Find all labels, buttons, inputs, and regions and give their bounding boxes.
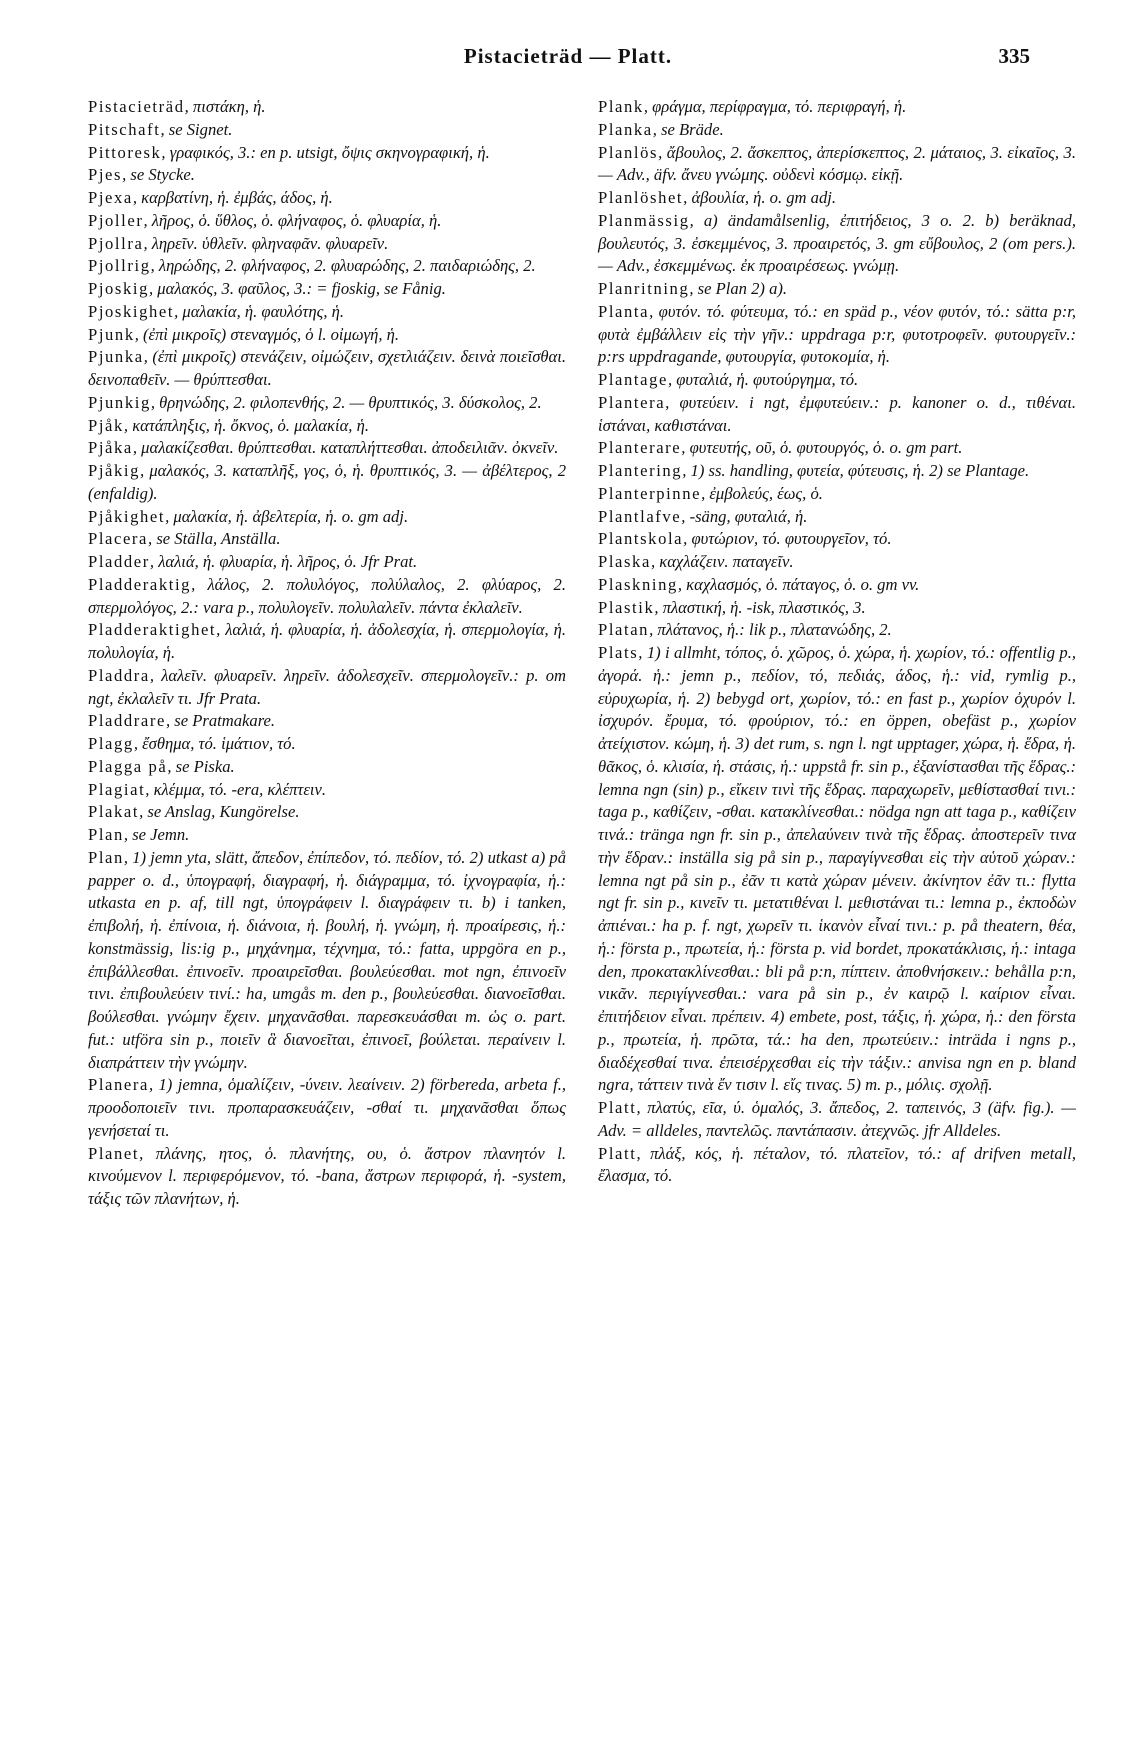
entry-definition: , λαλεῖν. φλυαρεῖν. ληρεῖν. ἀδολεσχεῖν. σπερμολογεῖν.: p. om ngt, ἐκλαλεῖν τι. Jfr Prata.: [88, 665, 566, 708]
entry-headword: Pistacieträd: [88, 97, 185, 116]
dictionary-entry: [598, 392, 1076, 438]
entry-definition: , κλέμμα, τό. -era, κλέπτειν.: [145, 779, 327, 799]
entry-headword: Pitschaft: [88, 119, 161, 139]
entry-headword: Pjollra: [88, 233, 144, 253]
entry-definition: , λάλος, 2. πολυλόγος, πολύλαλος, 2. φλύαρος, 2. σπερμολόγος, 2.: vara p., πολυλογεῖν. πολυλαλεῖν. πάντα ἐκλαλεῖν.: [88, 574, 566, 617]
entry-definition: , -säng, φυταλιά, ἡ.: [681, 506, 808, 526]
entry-definition: , 1) jemna, ὁμαλίζειν, -ύνειν. λεαίνειν. 2) förbereda, arbeta f., προοδοποιεῖν τινι. προπαρασκευάζειν, -σθαί τι. μηχανᾶσθαι ὅπως γενήσεταί τι.: [88, 1075, 566, 1140]
entry-definition: , (ἐπὶ μικροῖς) στενάζειν, οἰμώζειν, σχετλιάζειν. δεινὰ ποιεῖσθαι. δεινοπαθεῖν. — θρύπτεσθαι.: [88, 347, 566, 389]
entry-headword: Planlös: [598, 142, 659, 162]
dictionary-entry: [598, 278, 1076, 301]
entry-headword: Plantering: [598, 461, 683, 480]
dictionary-entry: [598, 528, 1076, 551]
entry-definition: , λῆρος, ὁ. ὕθλος, ὁ. φλήναφος, ὁ. φλυαρία, ἡ.: [143, 210, 442, 230]
dictionary-entry: [88, 415, 566, 438]
page-number: 335: [998, 44, 1030, 68]
dictionary-entry: [598, 483, 1076, 506]
entry-definition: , πλάνης, ητος, ὁ. πλανήτης, ου, ὁ. ἄστρον πλανητόν l. κινούμενον l. περιφερόμενον, τό. -bana, ἄστρων περιφορά, ἡ. -system, τάξις τῶν πλανήτων, ἡ.: [88, 1143, 566, 1208]
entry-headword: Pladdrare: [88, 711, 166, 731]
dictionary-entry: [598, 210, 1076, 278]
dictionary-entry: [88, 278, 566, 301]
entry-definition: , πλάξ, κός, ἡ. πέταλον, τό. πλατεῖον, τό.: af drifven metall, ἔλασμα, τό.: [598, 1143, 1076, 1186]
dictionary-entry: [88, 164, 566, 187]
entry-definition: , se Pratmakare.: [165, 711, 276, 731]
entry-headword: Pjollrig: [88, 256, 151, 276]
dictionary-entry: [88, 392, 566, 415]
entry-headword: Planta: [598, 301, 650, 321]
dictionary-entry: [88, 346, 566, 392]
entry-definition: , se Jemn.: [123, 825, 190, 844]
entry-headword: Pjunka: [88, 347, 144, 367]
entry-definition: , φυτευτής, οῦ, ὁ. φυτουργός, ὁ. o. gm part.: [681, 438, 963, 458]
dictionary-entry: [88, 437, 566, 460]
entry-definition: , ἔσθημα, τό. ἱμάτιον, τό.: [133, 734, 296, 753]
dictionary-entry: [88, 665, 566, 711]
entry-definition: , πλάτανος, ἡ.: lik p., πλατανώδης, 2.: [649, 620, 892, 640]
dictionary-entry: [88, 301, 566, 324]
entry-headword: Planlöshet: [598, 188, 684, 207]
entry-definition: , μαλακίζεσθαι. θρύπτεσθαι. καταπλήττεσθαι. ἀποδειλιᾶν. ὀκνεῖν.: [132, 438, 559, 458]
entry-headword: Platt: [598, 1098, 637, 1117]
dictionary-entry: [598, 597, 1076, 620]
entry-headword: Pladder: [88, 552, 150, 571]
entry-headword: Placera: [88, 529, 149, 549]
entry-headword: Planterare: [598, 438, 682, 458]
dictionary-entry: [598, 119, 1076, 142]
entry-definition: , se Ställa, Anställa.: [148, 529, 281, 549]
entry-headword: Pjes: [88, 165, 123, 185]
dictionary-entry: [598, 619, 1076, 642]
entry-headword: Plats: [598, 643, 639, 662]
dictionary-entry: [88, 1143, 566, 1211]
dictionary-entry: [88, 574, 566, 620]
entry-definition: , καχλάζειν. παταγεῖν.: [650, 552, 794, 571]
entry-definition: , φυταλιά, ἡ. φυτούργημα, τό.: [667, 370, 859, 389]
dictionary-entry: [598, 437, 1076, 460]
entry-headword: Plan: [88, 847, 124, 867]
entry-headword: Pjoskighet: [88, 301, 175, 321]
entry-headword: Pjexa: [88, 188, 133, 207]
entry-definition: , ἐμβολεύς, έως, ὁ.: [701, 483, 823, 503]
entry-headword: Planera: [88, 1075, 149, 1095]
dictionary-entry: [598, 1097, 1076, 1143]
dictionary-entry: [598, 551, 1076, 574]
entry-headword: Pladderaktig: [88, 574, 192, 594]
entry-definition: , ἄβουλος, 2. ἄσκεπτος, ἀπερίσκεπτος, 2. μάταιος, 3. εἰκαῖος, 3. — Adv., äfv. ἄνευ γνώμης. οὐδενὶ κόσμῳ. εἰκῇ.: [598, 142, 1076, 185]
entry-headword: Planritning: [598, 279, 690, 298]
entry-definition: , 1) jemn yta, slätt, ἄπεδον, ἐπίπεδον, τό. πεδίον, τό. 2) utkast a) på papper o. d., ὑπογραφή, διαγραφή, ἡ. διάγραμμα, τό. ἰχνογραφία, ἡ.: utkasta en p. af, till ngt, ὑπογράφειν l. διαγράφειν τι. b) i tanken, ἐπιβολή, ἡ. ἐπίνοια, ἡ. διάνοια, ἡ. βουλή, ἡ. γνώμη, ἡ. προαίρεσις, ἡ.: konstmässig, lis:ig p., μηχάνημα, τέχνημα, τό.: fatta, uppgöra en p., ἐπιβάλλεσθαι. ἐπινοεῖν. προαιρεῖσθαι. βουλεύεσθαι. mot ngn, ἐπινοεῖν τινι. ἐπιβουλεύειν τινί.: ha, umgås m. den p., βουλεύεσθαι. διανοεῖσθαι. βούλεσθαι. γνώμην ἔχειν. μηχανᾶσθαι. παρεσκευάσθαι m. ὡς o. part. fut.: utföra sin p., ποιεῖν ἃ διανοεῖται, ἐπινοεῖ, βούλεται. περαίνειν l. διαπράττειν τὴν γνώμην.: [88, 847, 566, 1072]
entry-headword: Plantlafve: [598, 506, 682, 526]
entry-headword: Plantera: [598, 392, 666, 412]
entry-definition: , πλαστική, ἡ. -isk, πλαστικός, 3.: [654, 597, 866, 617]
entry-definition: , se Bräde.: [652, 119, 724, 139]
entry-headword: Planmässig: [598, 210, 690, 230]
entry-headword: Plagg: [88, 734, 134, 753]
dictionary-entry: [88, 824, 566, 847]
entry-headword: Pladderaktighet: [88, 620, 217, 640]
entry-headword: Plantage: [598, 370, 668, 389]
page-header: [0, 44, 1136, 74]
entry-headword: Pjunkig: [88, 392, 151, 412]
entry-definition: , φυτόν. τό. φύτευμα, τό.: en späd p., νέον φυτόν, τό.: sätta p:r, φυτὰ ἐμβάλλειν εἰς τὴν γῆν.: uppdraga p:r, φυτοτροφεῖν. φυτουργεῖν.: p:rs uppdragande, φυτουργία, φυτοκομία, ἡ.: [598, 301, 1076, 367]
dictionary-entry: [598, 642, 1076, 1097]
dictionary-entry: [598, 1143, 1076, 1189]
entry-headword: Pladdra: [88, 665, 150, 685]
entry-definition: , λαλιά, ἡ. φλυαρία, ἡ. λῆρος, ὁ. Jfr Prat.: [149, 552, 418, 571]
dictionary-entry: [598, 187, 1076, 210]
entry-definition: , φυτεύειν. i ngt, ἐμφυτεύειν.: p. kanoner o. d., τιθέναι. ἱστάναι, καθιστάναι.: [598, 392, 1076, 435]
dictionary-entry: [88, 119, 566, 142]
entry-definition: , se Piska.: [167, 756, 235, 776]
dictionary-entry: [88, 801, 566, 824]
entry-headword: Planet: [88, 1143, 140, 1163]
entry-headword: Plaska: [598, 552, 651, 571]
dictionary-entry: [88, 96, 566, 119]
entry-headword: Pjunk: [88, 324, 135, 344]
entry-headword: Plastik: [598, 597, 655, 617]
entry-headword: Pjoskig: [88, 279, 149, 298]
entry-definition: , 1) i allmht, τόπος, ὁ. χῶρος, ὁ. χώρα, ἡ. χωρίον, τό.: offentlig p., ἀγορά. ἡ.: jemn p., πεδίον, τό, πεδιάς, άδος, ἡ.: vid, rymlig p., εὐρυχωρία, ἡ. 2) bebygd ort, χωρίον, τό.: en fast p., χωρίον ὀχυρόν l. ἰσχυρόν. ἔρυμα, τό. φρούριον, τό.: en öppen, obefäst p., χωρίον ἀτείχιστον. κώμη, ἡ. 3) det rum, s. ngn l. ngt upptager, χώρα, ἡ. ἕδρα, ἡ. θᾶκος, ὁ. κλισία, ἡ. στάσις, ἡ.: uppstå fr. sin p., ἐξανίστασθαι τῆς ἕδρας.: lemna ngn (sin) p., εἴκειν τινὶ τῆς ἕδρας. παραχωρεῖν, μεθίστασθαί τινι.: taga p., καθίζειν, -σθαι. κατακλίνεσθαι.: nödga ngn att taga p., καθίζειν τινά.: tränga ngn fr. sin p., ἀπελαύνειν τινὰ τῆς ἕδρας. ἀποστερεῖν τινα τὴν ἕδραν.: inställa sig på sin p., παραγίγνεσθαι εἰς τὴν αὑτοῦ χώραν.: lemna ngt på sin p., ἐᾶν τι κατὰ χώραν μένειν. ἀκίνητον ἐᾶν τι.: flytta ngt fr. sin p., κινεῖν τι. μετατιθέναι l. μεθιστάναι τι.: lemna p., ἐκποδὼν ἀπιέναι.: ha p. f. ngt, χωρεῖν τι. ἱκανὸν εἶναί τινι.: p. på theatern, θέα, ἡ.: första p., πρωτεία, ἡ.: första p. vid bordet, προκατάκλισις, ἡ.: intaga den, προκατακλίνεσθαι.: bli på p:n, πίπτειν. ἀποθνήσκειν.: behålla p:n, νικᾶν. περιγίγνεσθαι.: vara på sin p., ἐν καιρῷ l. καίριον εἶναι. ἐπιτήδειον εἶναι. πρέπειν. 4) embete, post, τάξις, ἡ. χώρα, ἡ.: den första p., πρωτεία, ἡ. πρῶτα, τά.: ha den, πρωτεύειν.: inträda i ngns p., διαδέχεσθαί τινα. ἐπεισέρχεσθαι εἰς τὴν τάξιν.: anvisa ngn en p. bland ngra, τάττειν τινὰ ἔν τισιν l. εἴς τινας. 5) m. p., μόλις. σχολῇ.: [598, 643, 1076, 1095]
entry-headword: Pjåkighet: [88, 506, 166, 526]
dictionary-entry: [88, 779, 566, 802]
entry-headword: Plan: [88, 825, 124, 844]
entry-headword: Plaskning: [598, 574, 678, 594]
entry-definition: , πλατύς, εῖα, ύ. ὁμαλός, 3. ἄπεδος, 2. ταπεινός, 3 (äfv. fig.). — Adv. = alldeles, παντελῶς. παντάπασιν. ἀτεχνῶς. jfr Alldeles.: [598, 1098, 1076, 1140]
dictionary-entry: [88, 142, 566, 165]
entry-headword: Planka: [598, 119, 653, 139]
entry-definition: , φυτώριον, τό. φυτουργεῖον, τό.: [683, 529, 892, 549]
right-column: [598, 96, 1076, 1188]
entry-definition: , se Plan 2) a).: [689, 279, 788, 298]
entry-headword: Plank: [598, 97, 644, 116]
entry-headword: Platan: [598, 620, 650, 640]
entry-headword: Pjåkig: [88, 461, 141, 480]
dictionary-entry: [88, 187, 566, 210]
dictionary-entry: [88, 210, 566, 233]
dictionary-entry: [598, 574, 1076, 597]
dictionary-entry: [88, 255, 566, 278]
dictionary-entry: [598, 142, 1076, 188]
entry-definition: , a) ändamålsenlig, ἐπιτήδειος, 3 o. 2. b) beräknad, βουλευτός, 3. ἐσκεμμένος, 3. προαιρετός, 3. gm εὔβουλος, 2 (om pers.). — Adv., ἐσκεμμένως. ἐκ προαιρέσεως. γνώμῃ.: [598, 210, 1076, 276]
dictionary-entry: [598, 506, 1076, 529]
dictionary-entry: [88, 710, 566, 733]
entry-headword: Platt: [598, 1143, 637, 1163]
entry-definition: , 1) ss. handling, φυτεία, φύτευσις, ἡ. 2) se Plantage.: [682, 461, 1030, 480]
entry-definition: , θρηνώδης, 2. φιλοπενθής, 2. — θρυπτικός, 3. δύσκολος, 2.: [150, 392, 542, 412]
dictionary-entry: [88, 619, 566, 665]
entry-definition: , γραφικός, 3.: en p. utsigt, ὄψις σκηνογραφική, ἡ.: [161, 142, 490, 162]
dictionary-entry: [88, 1074, 566, 1142]
dictionary-entry: [88, 756, 566, 779]
entry-definition: , ληρεῖν. ὑθλεῖν. φληναφᾶν. φλυαρεῖν.: [143, 233, 389, 253]
entry-definition: , πιστάκη, ἡ.: [184, 97, 266, 116]
dictionary-entry: [88, 506, 566, 529]
entry-definition: , μαλακία, ἡ. ἀβελτερία, ἡ. o. gm adj.: [165, 506, 409, 526]
entry-headword: Pittoresk: [88, 142, 162, 162]
entry-headword: Plantskola: [598, 529, 684, 549]
dictionary-entry: [598, 301, 1076, 369]
entry-definition: , κατάπληξις, ἡ. ὄκνος, ὁ. μαλακία, ἡ.: [123, 415, 369, 435]
entry-definition: , se Stycke.: [122, 165, 195, 185]
entry-definition: , λαλιά, ἡ. φλυαρία, ἡ. ἀδολεσχία, ἡ. σπερμολογία, ἡ. πολυλογία, ἡ.: [88, 620, 566, 662]
dictionary-entry: [88, 233, 566, 256]
dictionary-entry: [88, 733, 566, 756]
entry-definition: , καχλασμός, ὁ. πάταγος, ὁ. o. gm vv.: [677, 574, 920, 594]
entry-headword: Pjåk: [88, 415, 124, 435]
dictionary-entry: [88, 324, 566, 347]
entry-definition: , se Anslag, Kungörelse.: [139, 802, 300, 822]
entry-definition: , φράγμα, περίφραγμα, τό. περιφραγή, ἡ.: [643, 97, 907, 116]
dictionary-entry: [598, 96, 1076, 119]
entry-definition: , se Signet.: [160, 119, 233, 139]
entry-headword: Pjåka: [88, 438, 133, 458]
dictionary-entry: [598, 369, 1076, 392]
entry-definition: , ἀβουλία, ἡ. o. gm adj.: [683, 188, 837, 207]
entry-headword: Planterpinne: [598, 483, 702, 503]
entry-definition: , (ἐπὶ μικροῖς) στεναγμός, ὁ l. οἰμωγή, ἡ.: [134, 324, 400, 344]
entry-definition: , ληρώδης, 2. φλήναφος, 2. φλυαρώδης, 2. παιδαριώδης, 2.: [150, 256, 536, 276]
entry-headword: Plagiat: [88, 779, 146, 799]
entry-definition: , καρβατίνη, ἡ. ἐμβάς, άδος, ἡ.: [132, 188, 333, 207]
dictionary-entry: [598, 460, 1076, 483]
running-title: Pistacieträd — Platt.: [463, 44, 673, 68]
dictionary-entry: [88, 528, 566, 551]
left-column: [88, 96, 566, 1211]
entry-definition: , μαλακός, 3. φαῦλος, 3.: = fjoskig, se Fånig.: [149, 279, 446, 298]
entry-headword: Plagga på: [88, 756, 168, 776]
dictionary-entry: [88, 551, 566, 574]
entry-definition: , μαλακία, ἡ. φαυλότης, ἡ.: [174, 301, 344, 321]
dictionary-entry: [88, 847, 566, 1075]
dictionary-entry: [88, 460, 566, 506]
entry-definition: , μαλακός, 3. καταπλῆξ, γος, ὁ, ἡ. θρυπτικός, 3. — ἀβέλτερος, 2 (enfaldig).: [88, 461, 566, 503]
entry-headword: Pjoller: [88, 210, 144, 230]
entry-headword: Plakat: [88, 802, 140, 822]
